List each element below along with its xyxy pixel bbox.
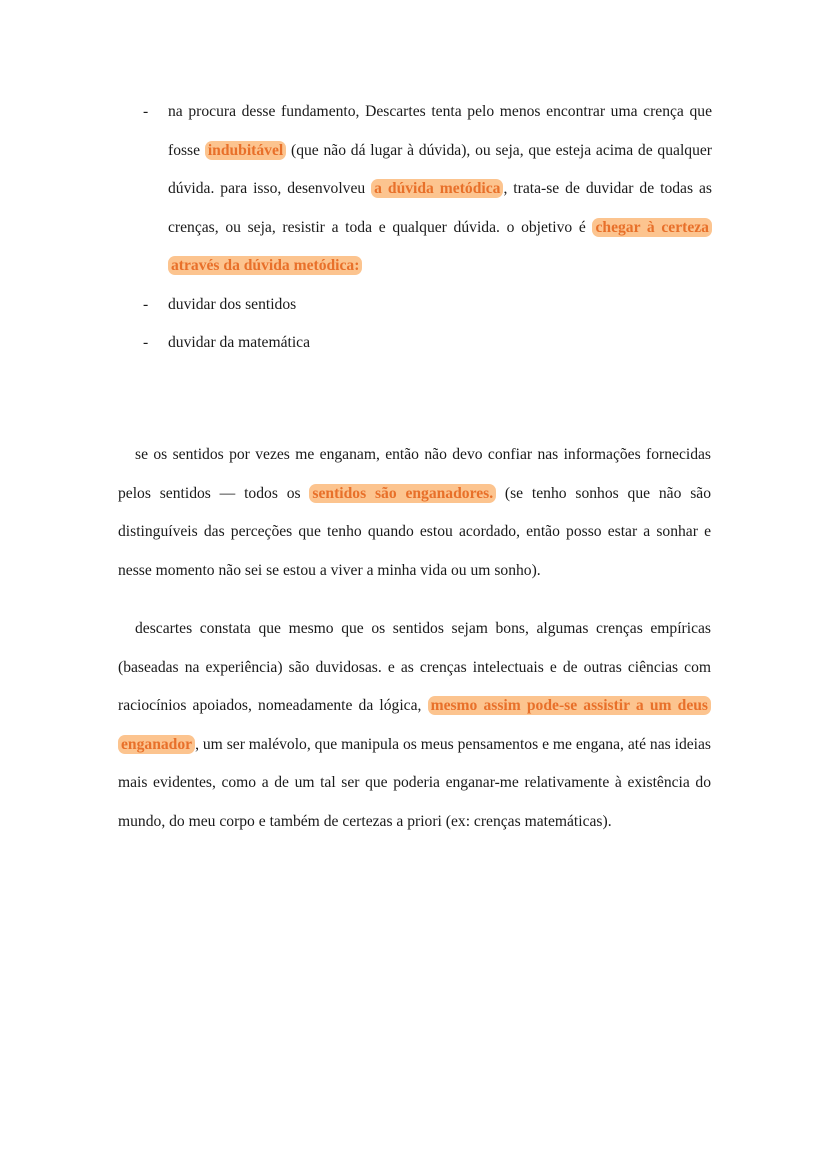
text-segment: duvidar dos sentidos [168,295,297,313]
highlighted-text: mesmo assim pode-se assistir a um deus enganador [118,696,711,754]
highlighted-text: a dúvida metódica [371,179,503,198]
text-segment: se os sentidos por vezes me enganam, então não devo confiar nas informações fornecidas pelos sentidos — todos os [118,446,711,502]
text-segment: na procura desse fundamento, Descartes tenta pelo menos encontrar uma crença que fosse [168,103,712,159]
paragraph-deceiving-god [118,610,711,841]
paragraph-senses [118,436,711,590]
text-segment: descartes constata que mesmo que os sentidos sejam bons, algumas crenças empíricas (baseadas na experiência) são duvidosas. e as crenças intelectuais e de outras ciências com raciocínios apoiados, nomeadamente da lógica, [118,620,711,714]
text-segment: duvidar da matemática [168,334,311,351]
list-item [140,324,712,363]
text-segment: (que não dá lugar à dúvida), ou seja, que esteja acima de qualquer dúvida. para isso, desenvolveu [168,141,712,197]
list-item [140,286,712,325]
dash-bullet-icon: - [143,334,149,351]
dash-bullet-icon: - [143,295,149,313]
text-segment: , trata-se de duvidar de todas as crenças, ou seja, resistir a toda e qualquer dúvida. o objetivo é [168,180,712,236]
highlighted-text: sentidos são enganadores. [309,484,496,503]
highlighted-text: chegar à certeza através da dúvida metódica: [168,218,712,276]
text-segment: (se tenho sonhos que não são distinguíveis das perceções que tenho quando estou acordado, então posso estar a sonhar e nesse momento não sei se estou a viver a minha vida ou um sonho). [118,484,711,579]
text-segment: , um ser malévolo, que manipula os meus pensamentos e me engana, até nas ideias mais evidentes, como a de um tal ser que poderia enganar-me relativamente à existência do mundo, do meu corpo e também de certezas a priori (ex: crenças matemáticas). [118,735,711,830]
bullet-list [140,93,712,363]
dash-bullet-icon: - [143,103,149,120]
list-item [140,93,712,286]
highlighted-text: indubitável [205,141,286,160]
